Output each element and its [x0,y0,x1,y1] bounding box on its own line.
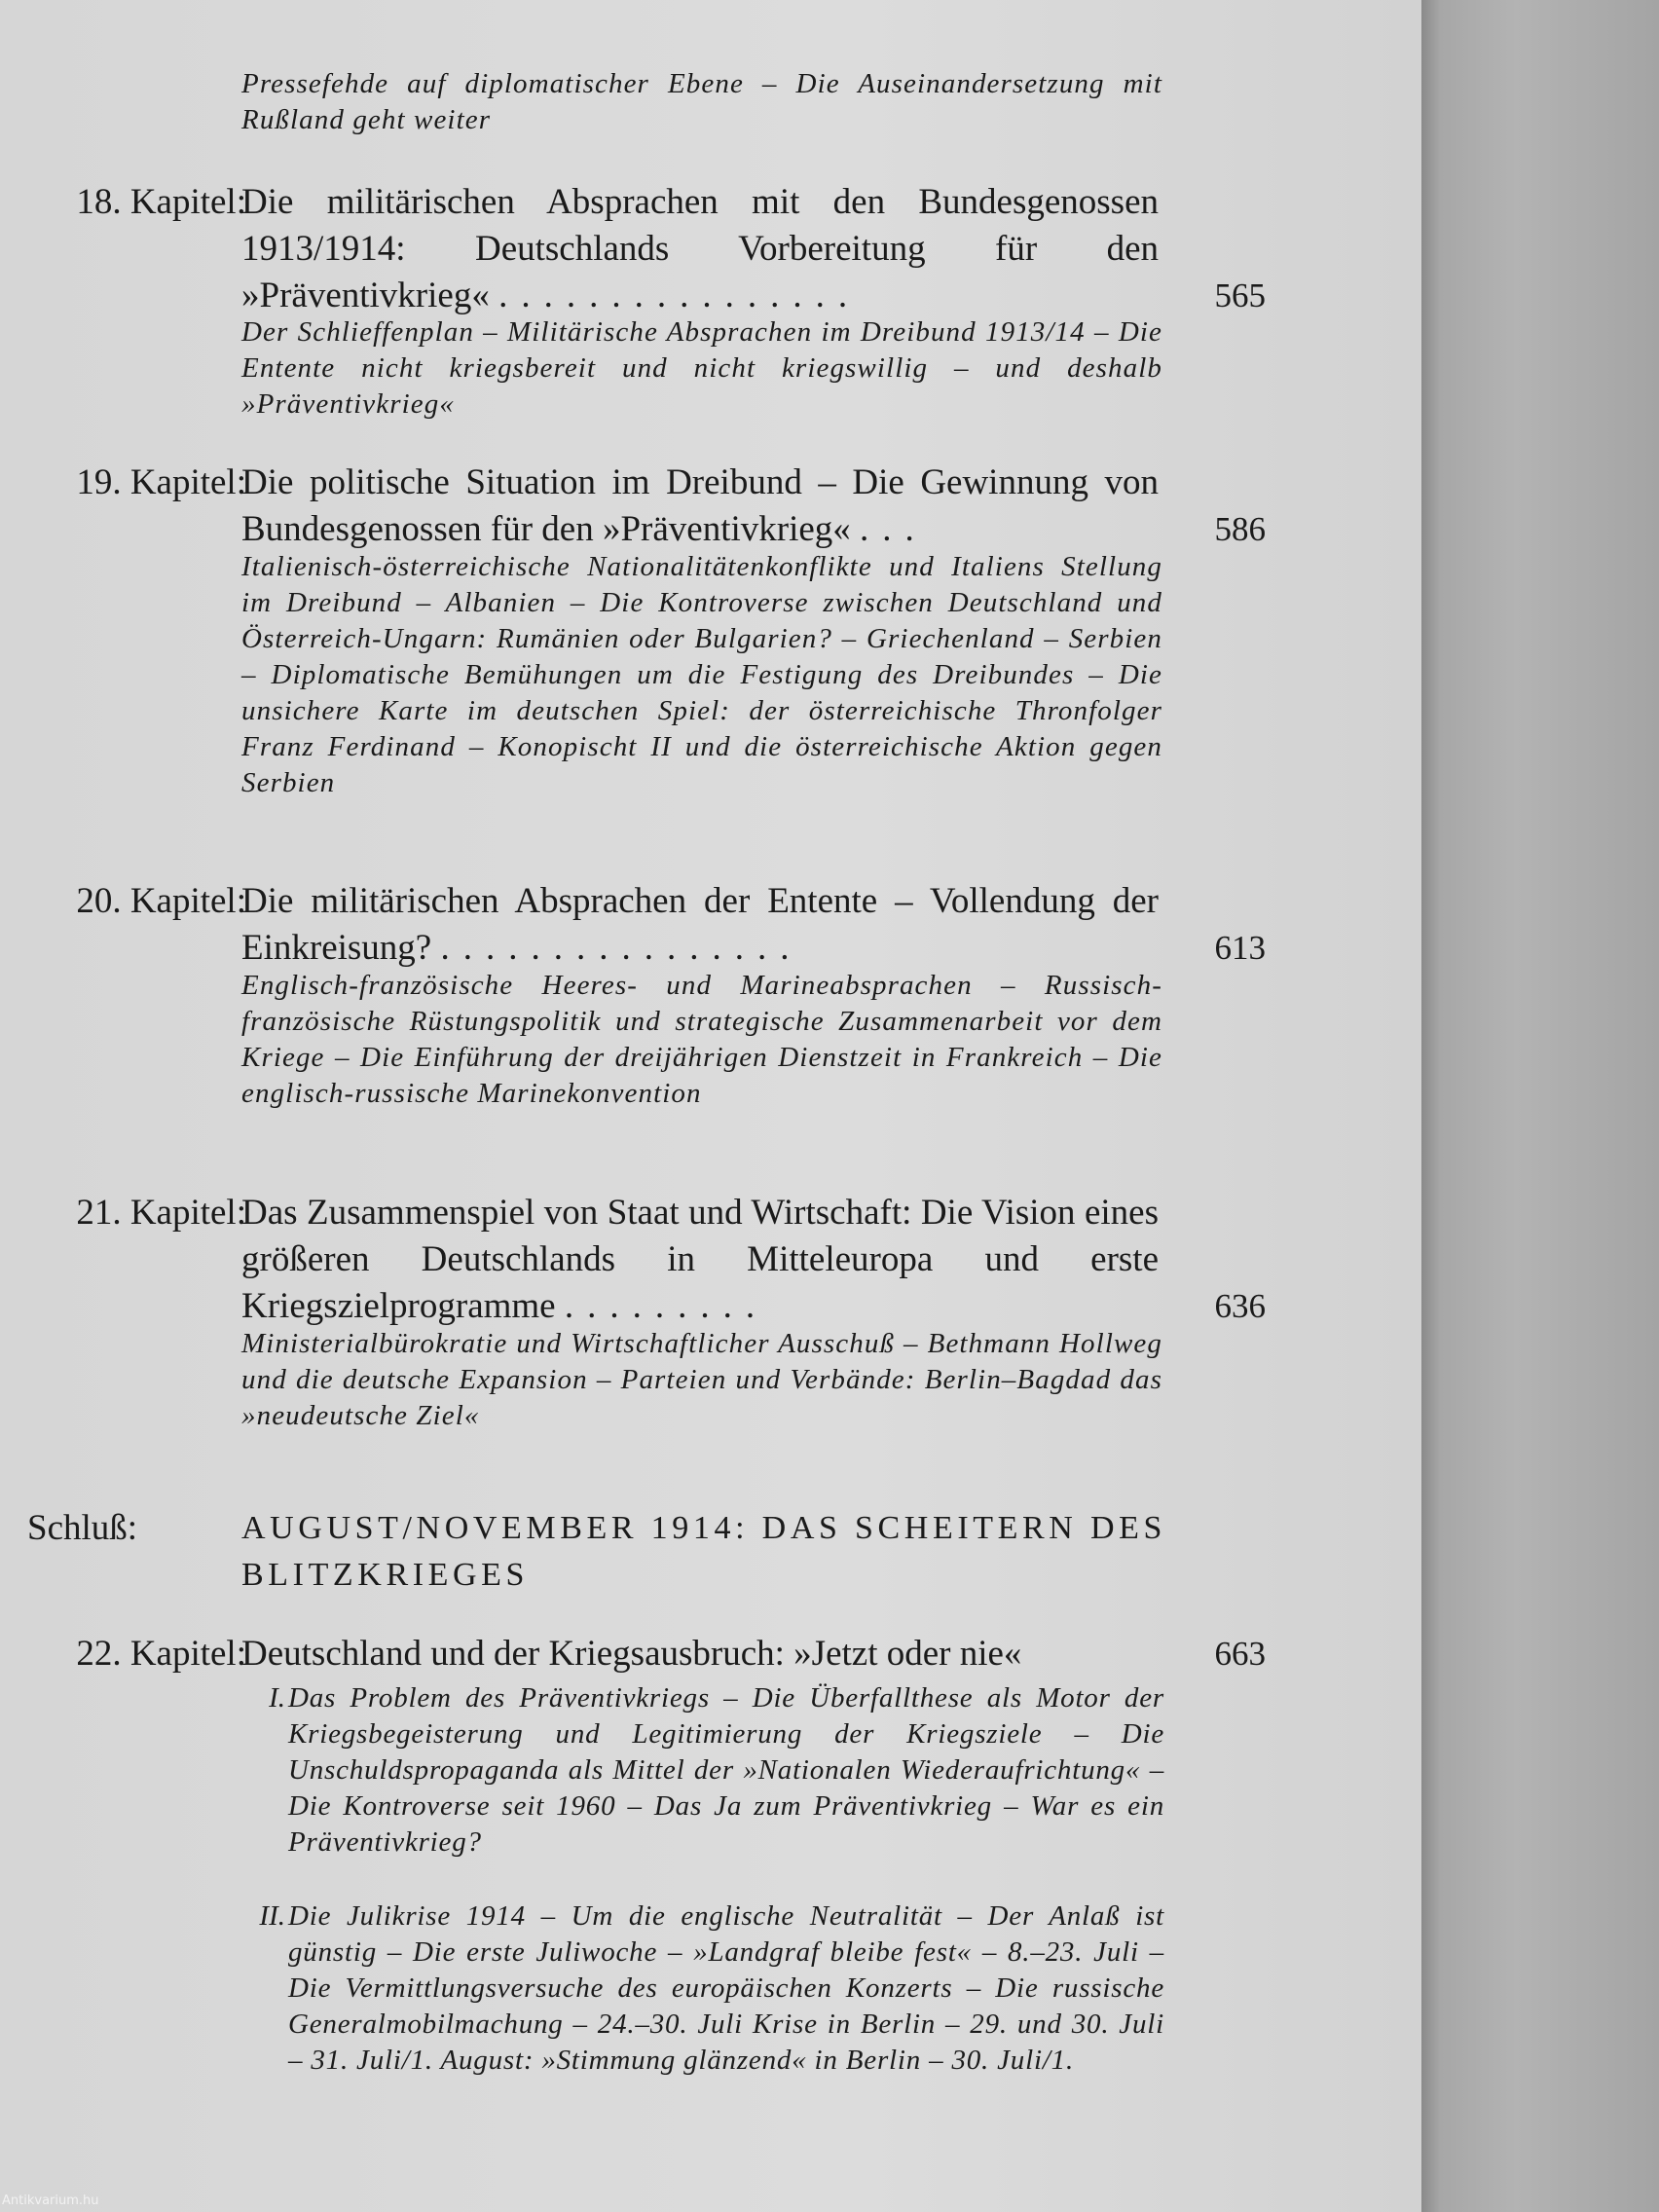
page-number: 586 [1214,510,1266,548]
page-stack-edge [1421,0,1659,2212]
chapter-label: 20. Kapitel: [76,881,246,921]
chapter-label: 22. Kapitel: [76,1634,246,1674]
page-number: 663 [1214,1635,1266,1673]
roman-numeral: II. [259,1900,285,1932]
watermark: Antikvarium.hu [2,2194,99,2208]
chapter-title: Die politische Situation im Dreibund – Die Gewinnung von Bundesgenossen für den »Präventivkrieg« ... [241,462,1159,549]
roman-numeral: I. [269,1682,285,1714]
section-item-text: Das Problem des Präventivkriegs – Die Überfallthese als Motor der Kriegsbegeisterung und Legitimierung der Kriegsziele – Die Unschuldspropaganda als Mittel der »Nationalen Wiederaufrichtung« – Die Kontroverse seit 1960 – Das Ja zum Präventivkrieg – War es ein Präventivkrieg? [288,1682,1164,1858]
chapter-title: Deutschland und der Kriegsausbruch: »Jetzt oder nie« [241,1634,1022,1674]
page-number: 636 [1214,1287,1266,1325]
chapter-title: Die militärischen Absprachen der Entente – Vollendung der Einkreisung? ................ [241,881,1159,968]
continuation-subtitle: Pressefehde auf diplomatischer Ebene – Die Auseinandersetzung mit Rußland geht weiter [241,68,1162,135]
chapter-subtitle: Der Schlieffenplan – Militärische Absprachen im Dreibund 1913/14 – Die Entente nicht kriegsbereit und nicht kriegswillig – und deshalb »Präventivkrieg« [241,316,1162,420]
chapter-label: 18. Kapitel: [76,182,246,222]
page-number: 613 [1214,929,1266,967]
section-item-text: Die Julikrise 1914 – Um die englische Neutralität – Der Anlaß ist günstig – Die erste Juliwoche – »Landgraf bleibe fest« – 8.–23. Juli – Die Vermittlungsversuche des europäischen Konzerts – Die russische Generalmobilmachung – 24.–30. Juli Krise in Berlin – 29. und 30. Juli – 31. Juli/1. August: »Stimmung glänzend« in Berlin – 30. Juli/1. [288,1900,1164,2076]
chapter-subtitle: Italienisch-österreichische Nationalitätenkonflikte und Italiens Stellung im Dreibund – Albanien – Die Kontroverse zwischen Deutschland und Österreich-Ungarn: Rumänien oder Bulgarien? – Griechenland – Serbien – Diplomatische Bemühungen um die Festigung des Dreibundes – Die unsichere Karte im deutschen Spiel: der österreichische Thronfolger Franz Ferdinand – Konopischt II und die österreichische Aktion gegen Serbien [241,551,1162,798]
page-number: 565 [1214,276,1266,314]
section-title: AUGUST/NOVEMBER 1914: DAS SCHEITERN DES BLITZKRIEGES [241,1510,1166,1593]
chapter-title: Die militärischen Absprachen mit den Bundesgenossen 1913/1914: Deutschlands Vorbereitung für den »Präventivkrieg« ................ [241,182,1159,315]
chapter-subtitle: Englisch-französische Heeres- und Marineabsprachen – Russisch-französische Rüstungspolitik und strategische Zusammenarbeit vor dem Kriege – Die Einführung der dreijährigen Dienstzeit in Frankreich – Die englisch-russische Marinekonvention [241,970,1162,1109]
chapter-title: Das Zusammenspiel von Staat und Wirtschaft: Die Vision eines größeren Deutschlands in Mitteleuropa und erste Kriegszielprogramme ......... [241,1193,1159,1326]
chapter-subtitle: Ministerialbürokratie und Wirtschaftlicher Ausschuß – Bethmann Hollweg und die deutsche Expansion – Parteien und Verbände: Berlin–Bagdad das »neudeutsche Ziel« [241,1328,1162,1431]
section-label: Schluß: [27,1508,138,1548]
chapter-label: 21. Kapitel: [76,1193,246,1233]
chapter-label: 19. Kapitel: [76,462,246,502]
